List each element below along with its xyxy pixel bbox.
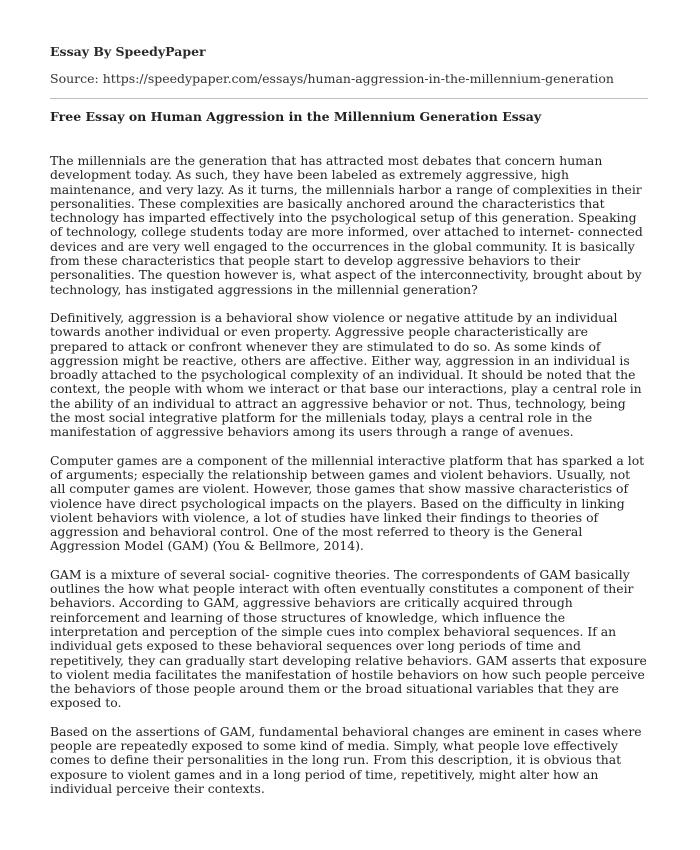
- paragraph: The millennials are the generation that has attracted most debates that concern human development today. As such, they have been labeled as extremely aggressive, high maintenance, and very lazy. As it turns, the millennials harbor a range of complexities in their personalities. These complexities are basically anchored around the characteristics that technology has imparted effectively into the psychological setup of this generation. Speaking of technology, college students today are more informed, over attached to internet- connected devices and are very well engaged to the occurrences in the global community. It is basically from these characteristics that people start to develop aggressive behaviors to their personalities. The question however is, what aspect of the interconnectivity, brought about by technology, has instigated aggressions in the millennial generation?: [50, 153, 643, 297]
- essay-title: Free Essay on Human Aggression in the Millennium Generation Essay: [50, 109, 542, 124]
- essay-body: [50, 154, 648, 796]
- paragraph: Computer games are a component of the millennial interactive platform that has sparked a lot of arguments; especially the relationship between games and violent behaviors. Usually, not all computer games are violent. However, those games that show massive characteristics of violence have direct psychological impacts on the players. Based on the difficulty in linking violent behaviors with violence, a lot of studies have linked their findings to theories of aggression and behavioral control. One of the most referred to theory is the General Aggression Model (GAM) (You & Bellmore, 2014).: [50, 452, 645, 554]
- document-page: [50, 0, 648, 810]
- publisher-heading: Essay By SpeedyPaper: [50, 44, 206, 59]
- paragraph: Based on the assertions of GAM, fundamental behavioral changes are eminent in cases where people are repeatedly exposed to some kind of media. Simply, what people love effectively comes to define their personalities in the long run. From this description, it is obvious that exposure to violent games and in a long period of time, repetitively, might alter how an individual perceive their contexts.: [50, 723, 642, 796]
- source-line: Source: https://speedypaper.com/essays/human-aggression-in-the-millennium-generation: [50, 71, 614, 86]
- paragraph: GAM is a mixture of several social- cognitive theories. The correspondents of GAM basically outlines the how what people interact with often eventually constitutes a component of their behaviors. According to GAM, aggressive behaviors are critically acquired through reinforcement and learning of those structures of knowledge, which influence the interpretation and perception of the simple cues into complex behavioral sequences. If an individual gets exposed to these behavioral sequences over long periods of time and repetitively, they can gradually start developing relative behaviors. GAM asserts that exposure to violent media facilitates the manifestation of hostile behaviors on how such people perceive the behaviors of those people around them or the broad situational variables that they are exposed to.: [50, 566, 647, 711]
- paragraph: Definitively, aggression is a behavioral show violence or negative attitude by an individual towards another individual or even property. Aggressive people characteristically are prepared to attack or confront whenever they are stimulated to do so. As some kinds of aggression might be reactive, others are affective. Either way, aggression in an individual is broadly attached to the psychological complexity of an individual. It should be noted that the context, the people with whom we interact or that base our interactions, play a central role in the ability of an individual to attract an aggressive behavior or not. Thus, technology, being the most social integrative platform for the millenials today, plays a central role in the manifestation of aggressive behaviors among its users through a range of avenues.: [50, 309, 642, 440]
- divider: [50, 98, 648, 99]
